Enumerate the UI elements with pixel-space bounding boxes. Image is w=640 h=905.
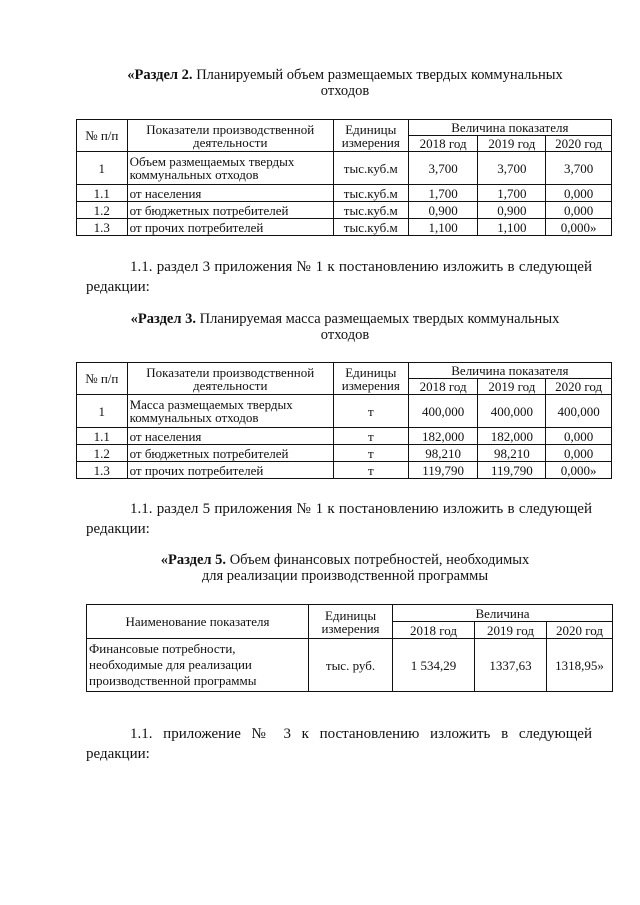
- row-2020: 1318,95»: [547, 639, 613, 692]
- row-name: от прочих потребителей: [127, 462, 333, 479]
- row-unit: тыс. руб.: [309, 639, 393, 692]
- row-2020: 0,000: [546, 202, 612, 219]
- row-unit: тыс.куб.м: [333, 219, 408, 236]
- row-2018: 182,000: [408, 428, 478, 445]
- header-name: Наименование показателя: [87, 605, 309, 639]
- header-value: Величина показателя: [408, 363, 611, 379]
- row-name: от населения: [127, 185, 333, 202]
- row-2019: 98,210: [478, 445, 546, 462]
- row-2018: 119,790: [408, 462, 478, 479]
- section-5-title: [60, 552, 630, 584]
- section-2-prefix: «Раздел 2.: [127, 67, 193, 83]
- header-2018: 2018 год: [408, 379, 478, 395]
- row-num: 1.2: [77, 202, 128, 219]
- row-2020: 0,000: [546, 185, 612, 202]
- section-3-prefix: «Раздел 3.: [130, 311, 196, 327]
- row-num: 1.2: [77, 445, 128, 462]
- row-2020: 0,000: [546, 445, 612, 462]
- header-unit: Единицы измерения: [333, 363, 408, 395]
- paragraph-2: [86, 499, 592, 539]
- row-2020: 0,000: [546, 428, 612, 445]
- header-2019: 2019 год: [478, 379, 546, 395]
- row-2020: 400,000: [546, 395, 612, 428]
- row-name: Масса размещаемых твердых коммунальных отходов: [127, 395, 333, 428]
- header-2020: 2020 год: [546, 136, 612, 152]
- row-2019: 1337,63: [475, 639, 547, 692]
- row-num: 1: [77, 395, 128, 428]
- row-2019: 182,000: [478, 428, 546, 445]
- row-2019: 1,100: [478, 219, 546, 236]
- row-2020: 0,000»: [546, 462, 612, 479]
- header-2020: 2020 год: [546, 379, 612, 395]
- paragraph-3-line1: 1.1. приложение № 3 к постановлению изложить в следующей: [130, 726, 592, 742]
- header-2019: 2019 год: [478, 136, 546, 152]
- row-num: 1: [77, 152, 128, 185]
- row-unit: т: [333, 428, 408, 445]
- table-row: [77, 395, 612, 428]
- row-num: 1.3: [77, 462, 128, 479]
- section-2-title-text: Планируемый объем размещаемых твердых коммунальных: [192, 67, 563, 83]
- table-row: [77, 462, 612, 479]
- paragraph-1-line2: редакции:: [86, 279, 150, 295]
- row-unit: т: [333, 445, 408, 462]
- row-2019: 3,700: [478, 152, 546, 185]
- row-2018: 98,210: [408, 445, 478, 462]
- paragraph-3-line2: редакции:: [86, 746, 150, 762]
- paragraph-2-line1: 1.1. раздел 5 приложения № 1 к постановлению изложить в следующей: [130, 501, 592, 517]
- section-5-table: [86, 604, 613, 692]
- section-2-title: [60, 67, 630, 99]
- section-2-table: [76, 119, 612, 236]
- row-num: 1.3: [77, 219, 128, 236]
- row-2019: 119,790: [478, 462, 546, 479]
- row-2019: 1,700: [478, 185, 546, 202]
- row-unit: т: [333, 462, 408, 479]
- table-row: [77, 152, 612, 185]
- row-num: 1.1: [77, 185, 128, 202]
- table-row: [77, 428, 612, 445]
- header-2018: 2018 год: [408, 136, 478, 152]
- row-2018: 3,700: [408, 152, 478, 185]
- section-2-title-line2: отходов: [320, 83, 370, 99]
- row-name: от прочих потребителей: [127, 219, 333, 236]
- section-5-title-line2: для реализации производственной программы: [201, 568, 489, 584]
- row-2018: 0,900: [408, 202, 478, 219]
- row-name: от бюджетных потребителей: [127, 445, 333, 462]
- section-5-prefix: «Раздел 5.: [160, 552, 227, 568]
- header-2019: 2019 год: [475, 622, 547, 639]
- section-3-title: [60, 311, 630, 343]
- header-unit: Единицы измерения: [333, 120, 408, 152]
- paragraph-1-line1: 1.1. раздел 3 приложения № 1 к постановлению изложить в следующей: [130, 259, 592, 275]
- section-3-title-text: Планируемая масса размещаемых твердых коммунальных: [196, 311, 560, 327]
- row-2019: 400,000: [478, 395, 546, 428]
- header-indicator: Показатели производственной деятельности: [127, 363, 333, 395]
- header-unit: Единицы измерения: [309, 605, 393, 639]
- table-row: [77, 445, 612, 462]
- row-name: Финансовые потребности, необходимые для реализации производственной программы: [87, 639, 309, 692]
- paragraph-1: [86, 257, 592, 297]
- row-unit: тыс.куб.м: [333, 185, 408, 202]
- header-indicator: Показатели производственной деятельности: [127, 120, 333, 152]
- table-row: [77, 219, 612, 236]
- table-row: [77, 202, 612, 219]
- row-name: от бюджетных потребителей: [127, 202, 333, 219]
- header-num: № п/п: [77, 363, 128, 395]
- row-2018: 1,700: [408, 185, 478, 202]
- section-3-title-line2: отходов: [320, 327, 370, 343]
- paragraph-2-line2: редакции:: [86, 521, 150, 537]
- header-value: Величина: [393, 605, 613, 622]
- section-3-table: [76, 362, 612, 479]
- paragraph-3: [86, 724, 592, 764]
- header-2018: 2018 год: [393, 622, 475, 639]
- row-unit: тыс.куб.м: [333, 152, 408, 185]
- header-2020: 2020 год: [547, 622, 613, 639]
- row-2018: 400,000: [408, 395, 478, 428]
- header-value: Величина показателя: [408, 120, 611, 136]
- row-2019: 0,900: [478, 202, 546, 219]
- row-2018: 1,100: [408, 219, 478, 236]
- row-num: 1.1: [77, 428, 128, 445]
- row-name: от населения: [127, 428, 333, 445]
- row-2020: 0,000»: [546, 219, 612, 236]
- table-row: [87, 639, 613, 692]
- row-unit: тыс.куб.м: [333, 202, 408, 219]
- row-2020: 3,700: [546, 152, 612, 185]
- section-5-title-text: Объем финансовых потребностей, необходимых: [226, 552, 530, 568]
- row-2018: 1 534,29: [393, 639, 475, 692]
- table-row: [77, 185, 612, 202]
- row-name: Объем размещаемых твердых коммунальных отходов: [127, 152, 333, 185]
- row-unit: т: [333, 395, 408, 428]
- header-num: № п/п: [77, 120, 128, 152]
